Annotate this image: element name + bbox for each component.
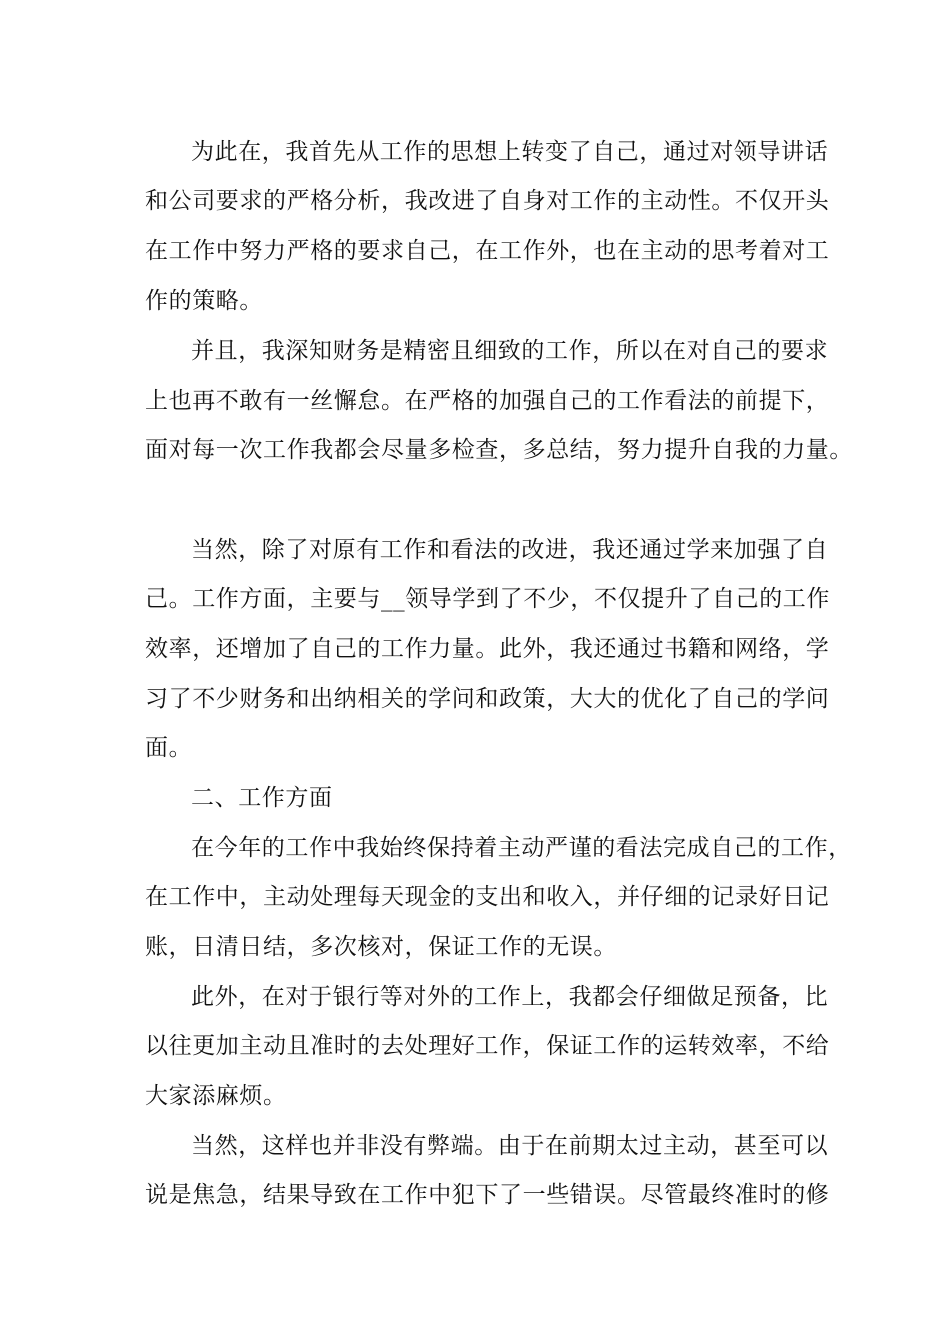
paragraph-3-line-5: 面。: [145, 735, 193, 761]
paragraph-1-line-3: 在工作中努力严格的要求自己，在工作外，也在主动的思考着对工: [145, 238, 830, 264]
paragraph-2-line-2: 上也再不敢有一丝懈怠。在严格的加强自己的工作看法的前提下，: [145, 388, 830, 414]
paragraph-3-line-4: 习了不少财务和出纳相关的学问和政策，大大的优化了自己的学问: [145, 686, 830, 712]
section-heading: 二、工作方面: [191, 785, 333, 811]
paragraph-5-line-1: 此外，在对于银行等对外的工作上，我都会仔细做足预备，比: [191, 984, 829, 1010]
paragraph-1-line-4: 作的策略。: [145, 288, 263, 314]
paragraph-5-line-3: 大家添麻烦。: [145, 1083, 287, 1109]
paragraph-4-line-1: 在今年的工作中我始终保持着主动严谨的看法完成自己的工作，: [191, 835, 852, 861]
paragraph-3-line-3: 效率，还增加了自己的工作力量。此外，我还通过书籍和网络，学: [145, 636, 830, 662]
paragraph-1-line-2: 和公司要求的严格分析，我改进了自身对工作的主动性。不仅开头: [145, 188, 830, 214]
paragraph-4-line-2: 在工作中，主动处理每天现金的支出和收入，并仔细的记录好日记: [145, 884, 830, 910]
paragraph-2-line-3: 面对每一次工作我都会尽量多检查，多总结，努力提升自我的力量。: [145, 437, 853, 463]
paragraph-5-line-2: 以往更加主动且准时的去处理好工作，保证工作的运转效率，不给: [145, 1033, 830, 1059]
paragraph-3-line-2: 己。工作方面，主要与__领导学到了不少，不仅提升了自己的工作: [145, 586, 830, 612]
paragraph-4-line-3: 账，日清日结，多次核对，保证工作的无误。: [145, 934, 617, 960]
paragraph-3-line-1: 当然，除了对原有工作和看法的改进，我还通过学来加强了自: [191, 537, 829, 563]
paragraph-1-line-1: 为此在，我首先从工作的思想上转变了自己，通过对领导讲话: [191, 139, 829, 165]
paragraph-2-line-1: 并且，我深知财务是精密且细致的工作，所以在对自己的要求: [191, 338, 829, 364]
paragraph-6-line-1: 当然，这样也并非没有弊端。由于在前期太过主动，甚至可以: [191, 1133, 829, 1159]
paragraph-6-line-2: 说是焦急，结果导致在工作中犯下了一些错误。尽管最终准时的修: [145, 1182, 830, 1208]
